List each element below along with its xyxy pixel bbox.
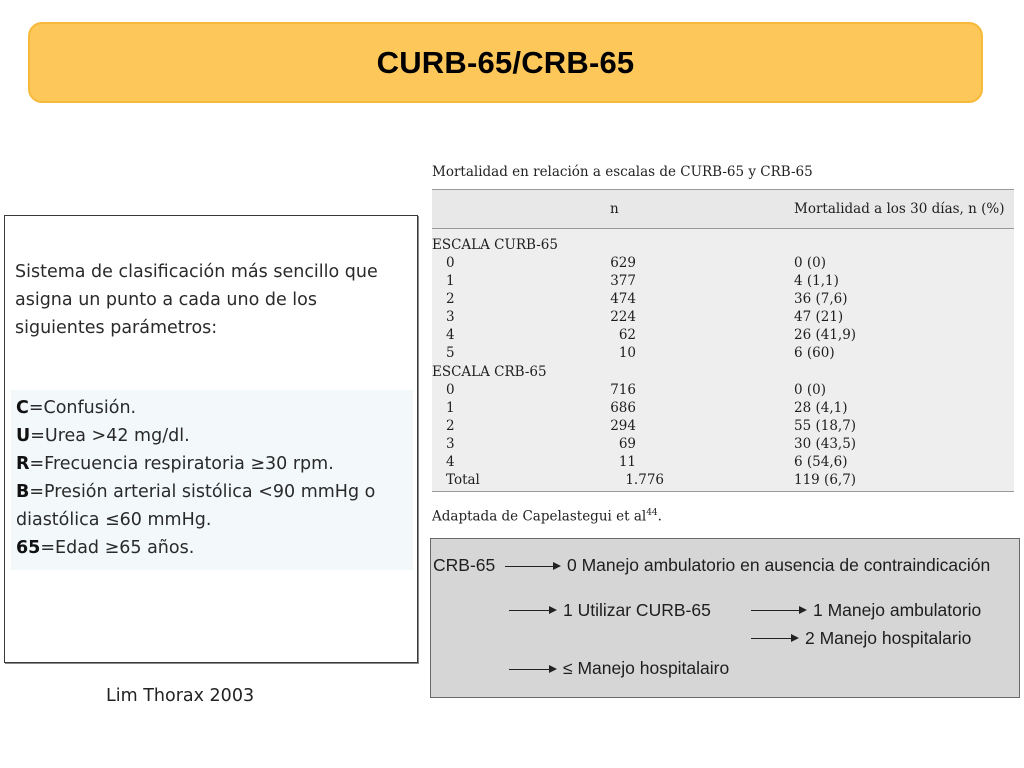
flow-score-1: 1 Utilizar CURB-65: [563, 600, 711, 620]
flow-curb-1: 1 Manejo ambulatorio: [813, 600, 982, 620]
table-row: 4 11 6 (54,6): [446, 454, 848, 470]
header-mortality: Mortalidad a los 30 días, n (%): [794, 201, 1005, 217]
table-row: 0 629 0 (0): [446, 255, 827, 271]
table-body: [432, 228, 1014, 492]
table-row: 5 10 6 (60): [446, 345, 835, 361]
title-banner: [28, 22, 983, 103]
arrow-icon: [505, 566, 559, 567]
section-row: ESCALA CRB-65: [432, 364, 547, 380]
param-u: U=Urea >42 mg/dl.: [16, 426, 190, 446]
source-citation: Lim Thorax 2003: [106, 686, 255, 706]
table-row: 0 716 0 (0): [446, 382, 827, 398]
slide-title: CURB-65/CRB-65: [376, 44, 635, 80]
flow-curb-2: 2 Manejo hospitalario: [805, 628, 972, 648]
table-row: 3 69 30 (43,5): [446, 436, 857, 452]
scoring-description-box: [4, 215, 418, 663]
table-row: 2 474 36 (7,6): [446, 291, 848, 307]
param-r: R=Frecuencia respiratoria ≥30 rpm.: [16, 454, 334, 474]
intro-text: Sistema de clasificación más sencillo que asigna un punto a cada uno de los siguientes parámetros:: [15, 262, 378, 338]
table-total-row: Total 1.776 119 (6,7): [446, 472, 857, 488]
table-row: 4 62 26 (41,9): [446, 327, 857, 343]
parameter-list: [11, 390, 413, 570]
flow-score-0: 0 Manejo ambulatorio en ausencia de contraindicación: [567, 555, 991, 575]
section-row: ESCALA CURB-65: [432, 237, 558, 253]
header-n: n: [610, 201, 619, 217]
table-header: [432, 190, 1014, 228]
table-row: 2 294 55 (18,7): [446, 418, 857, 434]
param-c: C=Confusión.: [16, 398, 137, 418]
arrow-icon: [509, 669, 555, 670]
arrow-icon: [509, 610, 555, 611]
crb65-flow-diagram: [430, 538, 1020, 698]
param-b: B=Presión arterial sistólica <90 mmHg o diastólica ≤60 mmHg.: [16, 482, 376, 530]
flow-score-2: ≤ Manejo hospitalairo: [563, 658, 730, 678]
param-65: 65=Edad ≥65 años.: [16, 538, 195, 558]
table-title: Mortalidad en relación a escalas de CURB-65 y CRB-65: [432, 164, 813, 180]
arrow-icon: [751, 638, 797, 639]
table-row: 1 686 28 (4,1): [446, 400, 848, 416]
arrow-icon: [751, 610, 805, 611]
flow-start-label: CRB-65: [433, 555, 496, 575]
table-row: 3 224 47 (21): [446, 309, 844, 325]
table-row: 1 377 4 (1,1): [446, 273, 839, 289]
table-footnote: Adaptada de Capelastegui et $al^{44}$.: [432, 508, 662, 525]
